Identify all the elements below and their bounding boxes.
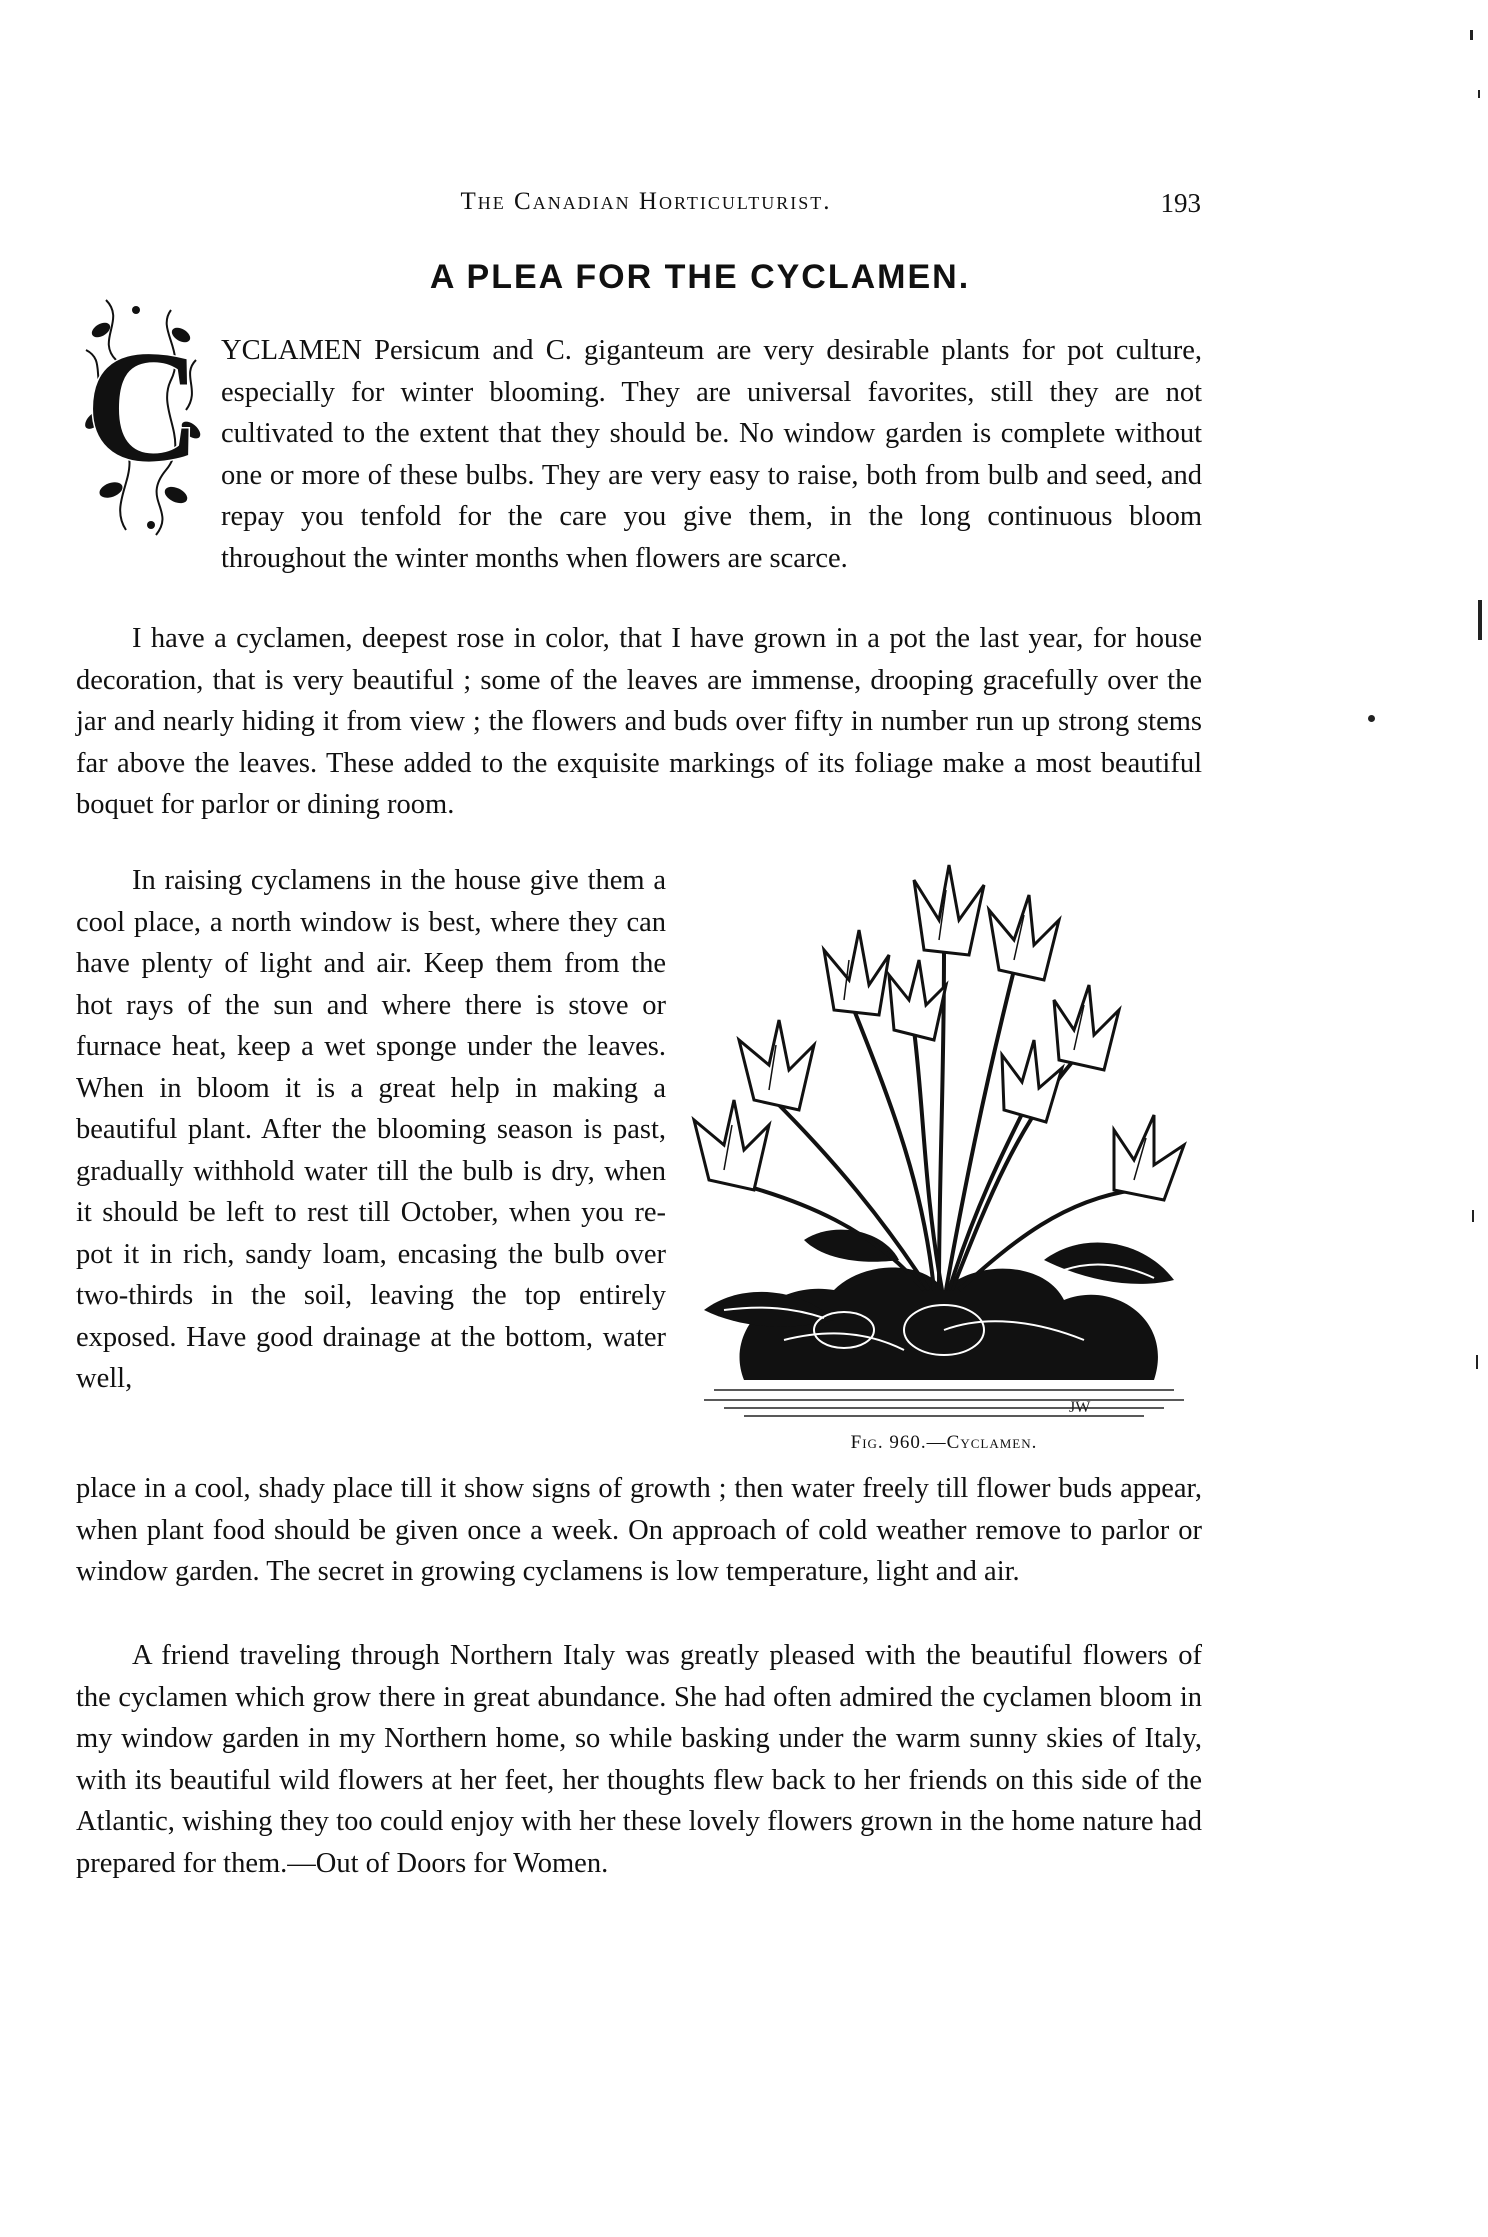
paragraph-2 <box>76 618 1202 826</box>
scan-speck <box>1478 600 1482 640</box>
figure-caption: Fig. 960.—Cyclamen. <box>850 1432 1038 1453</box>
scan-speck <box>1476 1355 1478 1369</box>
paragraph-1-text: YCLAMEN Persicum and C. giganteum are very desirable plants for pot culture, especially for winter blooming. They are universal favorites, still they are not cultivated to the extent that they should be. No window garden is complete without one or more of these bulbs. They are very easy to raise, both from bulb and seed, and repay you tenfold for the care you give them, in the long continuous bloom throughout the winter months when flowers are scarce. <box>221 335 1202 574</box>
svg-text:C: C <box>85 317 201 495</box>
scan-speck <box>1472 1210 1474 1222</box>
drop-cap-icon <box>76 290 211 540</box>
scan-speck <box>1478 90 1480 98</box>
paragraph-4 <box>76 1635 1202 1884</box>
drop-cap-ornament <box>76 290 211 540</box>
svg-text:JW: JW <box>1069 1399 1091 1416</box>
running-header <box>76 188 1201 228</box>
paragraph-3-text-b: place in a cool, shady place till it show signs of growth ; then water freely till flower buds appear, when plant food should be given once a week. On approach of cold weather remove to parlor or window garden. The secret in growing cyclamens is low temperature, light and air. <box>76 1473 1202 1587</box>
paragraph-3-text-a: In raising cyclamens in the house give them a cool place, a north window is best, where they can have plenty of light and air. Keep them from the hot rays of the sun and where there is stove or furnace heat, keep a wet sponge under the leaves. When in bloom it is a great help in making a beautiful plant. After the blooming season is past, gradually withhold water till the bulb is dry, when it should be left to rest till October, when you re-pot it in rich, sandy loam, encasing the bulb over two-thirds in the soil, leaving the top entirely exposed. Have good drainage at the bottom, water well, <box>76 865 666 1394</box>
scan-speck <box>1368 715 1375 722</box>
scan-speck <box>1470 30 1473 40</box>
article-title: A PLEA FOR THE CYCLAMEN. <box>429 258 971 296</box>
paragraph-2-text: I have a cyclamen, deepest rose in color, that I have grown in a pot the last year, for house decoration, that is very beautiful ; some of the leaves are immense, drooping gracefully over the jar and nearly hiding it from view ; the flowers and buds over fifty in number run up strong stems far above the leaves. These added to the exquisite markings of its foliage make a most beautiful boquet for parlor or dining room. <box>76 623 1202 820</box>
cyclamen-engraving-icon <box>684 860 1204 1430</box>
paragraph-4-text: A friend traveling through Northern Italy was greatly pleased with the beautiful flowers of the cyclamen which grow there in great abundance. She had often admired the cyclamen bloom in my window garden in my Northern home, so while basking under the warm sunny skies of Italy, with its beautiful wild flowers at her feet, her thoughts flew back to her friends on this side of the Atlantic, wishing they too could enjoy with her these lovely flowers grown in the home nature had prepared for them.—Out of Doors for Women. <box>76 1640 1202 1879</box>
paragraph-1 <box>76 317 1202 579</box>
paragraph-3-column <box>76 860 666 1400</box>
figure-cyclamen <box>684 860 1204 1440</box>
page-number: 193 <box>1160 188 1201 218</box>
paragraph-3-continued <box>76 1468 1202 1593</box>
running-title: The Canadian Horticulturist. <box>460 188 832 215</box>
